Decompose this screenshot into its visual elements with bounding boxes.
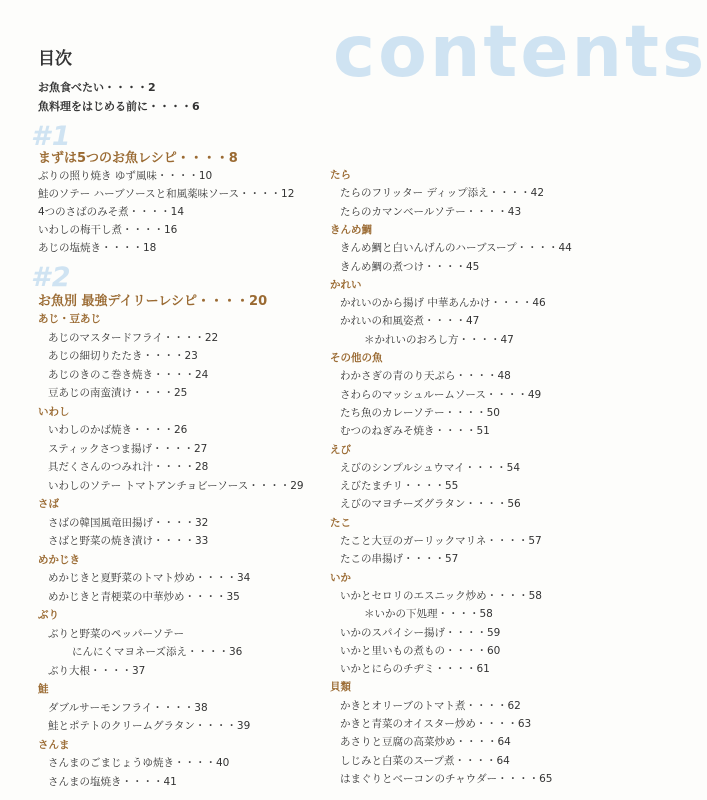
toc-entry[interactable]: あじの細切りたたき・・・・23	[48, 350, 198, 362]
part1-heading[interactable]: まずは5つのお魚レシピ・・・・8	[38, 151, 238, 166]
toc-entry[interactable]: きんめ鯛と白いんげんのハーブスープ・・・・44	[340, 242, 572, 255]
toc-entry[interactable]: ぶりと野菜のペッパーソテー	[48, 627, 185, 640]
category-heading: あじ・豆あじ	[38, 313, 101, 325]
toc-entry[interactable]: かきとオリーブのトマト煮・・・・62	[340, 699, 521, 712]
toc-entry[interactable]: めかじきと青梗菜の中華炒め・・・・35	[48, 590, 240, 603]
toc-entry[interactable]: いわしのかば焼き・・・・26	[48, 424, 188, 436]
toc-entry[interactable]: あじのマスタードフライ・・・・22	[48, 331, 219, 344]
toc-entry[interactable]: たち魚のカレーソテー・・・・50	[340, 406, 500, 419]
toc-entry[interactable]: たらのカマンベールソテー・・・・43	[340, 205, 522, 218]
toc-entry[interactable]: 具だくさんのつみれ汁・・・・28	[48, 461, 209, 473]
toc-entry[interactable]: あじの塩焼き・・・・18	[38, 242, 157, 254]
category-heading: かれい	[330, 278, 362, 291]
toc-entry[interactable]: ぶり大根・・・・37	[48, 664, 146, 677]
toc-entry[interactable]: 魚料理をはじめる前に・・・・6	[38, 100, 200, 113]
toc-entry[interactable]: たこと大豆のガーリックマリネ・・・・57	[340, 535, 542, 547]
toc-entry[interactable]: えびたまチリ・・・・55	[340, 480, 459, 493]
toc-entry[interactable]: さばの韓国風竜田揚げ・・・・32	[48, 516, 209, 529]
toc-entry[interactable]: はまぐりとベーコンのチャウダー・・・・65	[340, 772, 553, 785]
toc-entry[interactable]: かれいのから揚げ 中華あんかけ・・・・46	[340, 297, 546, 310]
category-heading: 鮭	[38, 683, 49, 695]
toc-entry[interactable]: さばと野菜の焼き漬け・・・・33	[48, 535, 209, 547]
toc-entry[interactable]: いかとセロリのエスニック炒め・・・・58	[340, 589, 542, 602]
toc-entry[interactable]: ぶりの照り焼き ゆず風味・・・・10	[38, 170, 213, 182]
toc-entry[interactable]: 鮭のソテー ハーブソースと和風薬味ソース・・・・12	[38, 188, 295, 200]
category-heading: いわし	[38, 405, 70, 418]
toc-entry[interactable]: わかさぎの青のり天ぷら・・・・48	[340, 370, 511, 383]
toc-entry[interactable]: あじのきのこ巻き焼き・・・・24	[48, 368, 209, 381]
toc-entry[interactable]: さんまの塩焼き・・・・41	[48, 775, 177, 788]
toc-entry[interactable]: ダブルサーモンフライ・・・・38	[48, 701, 208, 714]
toc-entry[interactable]: にんにくマヨネーズ添え・・・・36	[72, 646, 243, 658]
toc-entry[interactable]: むつのねぎみそ焼き・・・・51	[340, 425, 490, 438]
toc-entry[interactable]: ＊かれいのおろし方・・・・47	[364, 333, 514, 346]
toc-entry[interactable]: えびのマヨチーズグラタン・・・・56	[340, 498, 521, 511]
toc-entry[interactable]: さわらのマッシュルームソース・・・・49	[340, 388, 542, 401]
toc-entry[interactable]: スティックさつま揚げ・・・・27	[48, 442, 208, 455]
contents-decoration: contents	[333, 10, 707, 93]
category-heading: その他の魚	[330, 352, 383, 364]
toc-entry[interactable]: えびのシンプルシュウマイ・・・・54	[340, 461, 520, 474]
page-title: 目次	[38, 49, 72, 69]
toc-entry[interactable]: 豆あじの南蛮漬け・・・・25	[48, 387, 188, 399]
toc-entry[interactable]: かれいの和風姿煮・・・・47	[340, 315, 480, 328]
part1-number: #1	[31, 121, 73, 152]
toc-entry[interactable]: しじみと白菜のスープ煮・・・・64	[340, 754, 510, 767]
category-heading: めかじき	[38, 553, 80, 566]
toc-entry[interactable]: たらのフリッター ディップ添え・・・・42	[340, 187, 545, 200]
category-heading: さば	[38, 498, 59, 510]
toc-entry[interactable]: めかじきと夏野菜のトマト炒め・・・・34	[48, 572, 251, 584]
category-heading: たこ	[330, 516, 351, 529]
part2-heading[interactable]: お魚別 最強デイリーレシピ・・・・20	[38, 294, 268, 309]
category-heading: ぶり	[38, 609, 59, 621]
toc-entry[interactable]: いかのスパイシー揚げ・・・・59	[340, 626, 501, 639]
toc-entry[interactable]: いかとにらのチヂミ・・・・61	[340, 663, 490, 676]
toc-entry[interactable]: 鮭とポテトのクリームグラタン・・・・39	[48, 720, 251, 732]
category-heading: 貝類	[330, 681, 351, 694]
toc-entry[interactable]: いわしのソテー トマトアンチョビーソース・・・・29	[48, 479, 304, 492]
category-heading: さんま	[38, 738, 70, 751]
category-heading: えび	[330, 443, 351, 456]
toc-entry[interactable]: ＊いかの下処理・・・・58	[364, 608, 493, 621]
toc-entry[interactable]: あさりと豆腐の高菜炒め・・・・64	[340, 736, 511, 749]
toc-entry[interactable]: お魚食べたい・・・・2	[38, 81, 156, 94]
toc-entry[interactable]: かきと青菜のオイスター炒め・・・・63	[340, 718, 532, 730]
toc-entry[interactable]: いわしの梅干し煮・・・・16	[38, 224, 178, 236]
toc-entry[interactable]: きんめ鯛の煮つけ・・・・45	[340, 260, 480, 273]
toc-entry[interactable]: たこの串揚げ・・・・57	[340, 553, 459, 566]
part2-number: #2	[31, 262, 73, 293]
toc-entry[interactable]: さんまのごまじょうゆ焼き・・・・40	[48, 757, 230, 769]
toc-entry[interactable]: いかと里いもの煮もの・・・・60	[340, 644, 501, 657]
toc-entry[interactable]: 4つのさばのみそ煮・・・・14	[38, 206, 185, 218]
category-heading: たら	[330, 169, 351, 181]
category-heading: いか	[330, 571, 351, 584]
category-heading: きんめ鯛	[330, 223, 372, 236]
